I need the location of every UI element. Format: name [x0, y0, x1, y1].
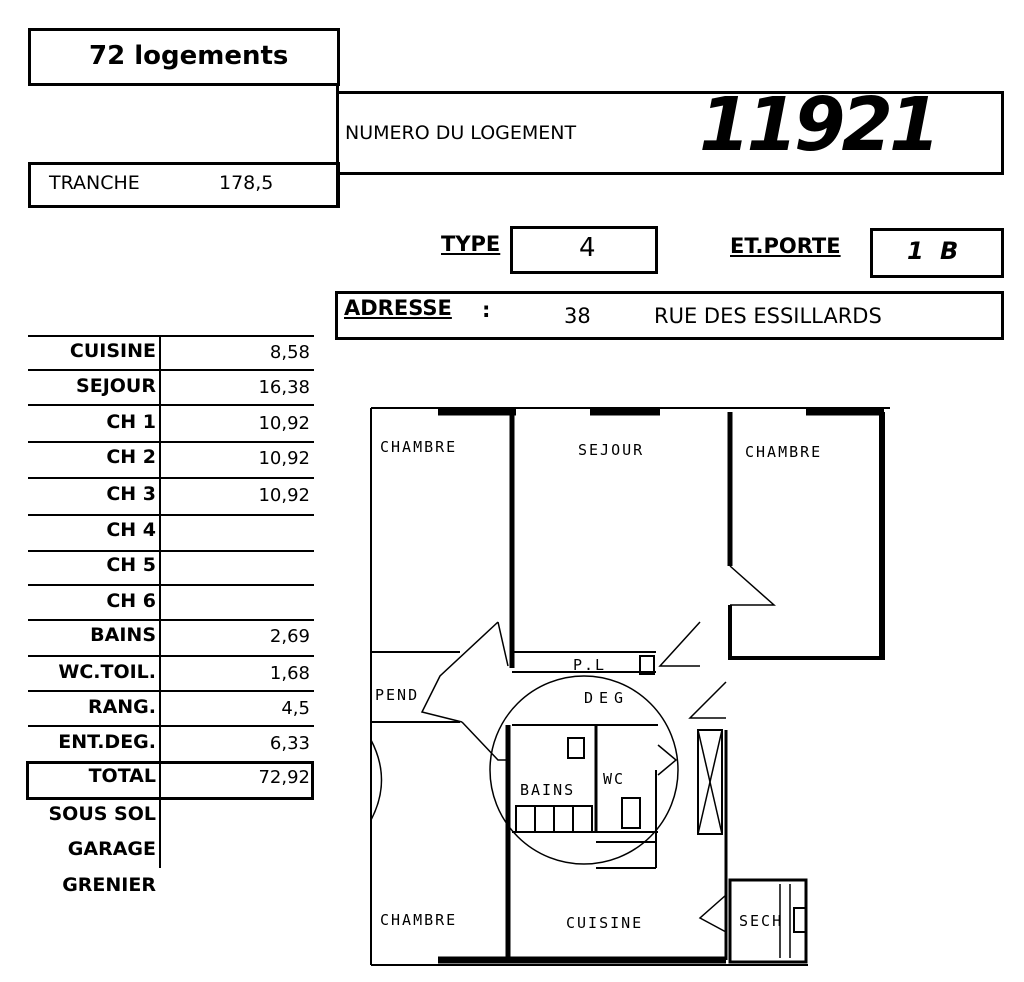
room-label-cuisine: CUISINE: [566, 914, 644, 932]
row-label-cuisine: CUISINE: [69, 340, 156, 362]
row-label-wc: WC.TOIL.: [58, 661, 156, 683]
tranche-value: 178,5: [219, 172, 274, 194]
adresse-number: 38: [564, 304, 591, 328]
row-label-ch6: CH 6: [106, 590, 156, 612]
total-value: 72,92: [258, 767, 310, 788]
room-label-wc: WC: [603, 770, 626, 788]
room-label-deg: DEG: [584, 689, 630, 707]
etporte-value: 1 B: [907, 237, 963, 265]
room-label-sech: SECH: [739, 912, 784, 930]
row-value-bains: 2,69: [269, 626, 310, 647]
row-value-entdeg: 6,33: [269, 733, 310, 754]
numero-value: 11921: [699, 82, 937, 168]
room-label-chambre-bottom-left: CHAMBRE: [380, 911, 458, 929]
row-label-rang: RANG.: [87, 696, 156, 718]
row-label-garage: GARAGE: [67, 838, 156, 860]
room-label-chambre-top-right: CHAMBRE: [745, 443, 823, 461]
row-label-sejour: SEJOUR: [76, 375, 156, 397]
row-label-ch2: CH 2: [106, 446, 156, 468]
row-value-sejour: 16,38: [258, 377, 310, 398]
tranche-label: TRANCHE: [49, 172, 140, 194]
row-label-ch4: CH 4: [106, 519, 156, 541]
row-label-ch5: CH 5: [106, 554, 156, 576]
type-value: 4: [579, 233, 596, 263]
row-value-wc: 1,68: [269, 663, 310, 684]
adresse-label: ADRESSE: [344, 296, 452, 320]
numero-label: NUMERO DU LOGEMENT: [345, 122, 577, 144]
row-label-soussol: SOUS SOL: [48, 803, 156, 825]
type-label: TYPE: [441, 232, 501, 256]
row-label-grenier: GRENIER: [62, 874, 156, 896]
row-value-ch3: 10,92: [258, 485, 310, 506]
adresse-colon: :: [482, 298, 491, 322]
row-value-ch1: 10,92: [258, 413, 310, 434]
total-label: TOTAL: [88, 765, 156, 787]
program-title: 72 logements: [89, 41, 289, 71]
row-value-rang: 4,5: [281, 698, 310, 719]
row-label-ch3: CH 3: [106, 483, 156, 505]
room-label-bains: BAINS: [520, 781, 576, 799]
row-value-cuisine: 8,58: [269, 342, 310, 363]
room-label-chambre-top-left: CHAMBRE: [380, 438, 458, 456]
row-label-bains: BAINS: [90, 624, 156, 646]
row-label-ch1: CH 1: [106, 411, 156, 433]
adresse-street: RUE DES ESSILLARDS: [654, 304, 882, 328]
room-label-pl: P.L: [573, 656, 607, 674]
room-label-pend: PEND: [375, 686, 420, 704]
row-value-ch2: 10,92: [258, 448, 310, 469]
etporte-label: ET.PORTE: [730, 234, 841, 258]
room-label-sejour: SEJOUR: [578, 441, 645, 459]
row-label-entdeg: ENT.DEG.: [58, 731, 156, 753]
